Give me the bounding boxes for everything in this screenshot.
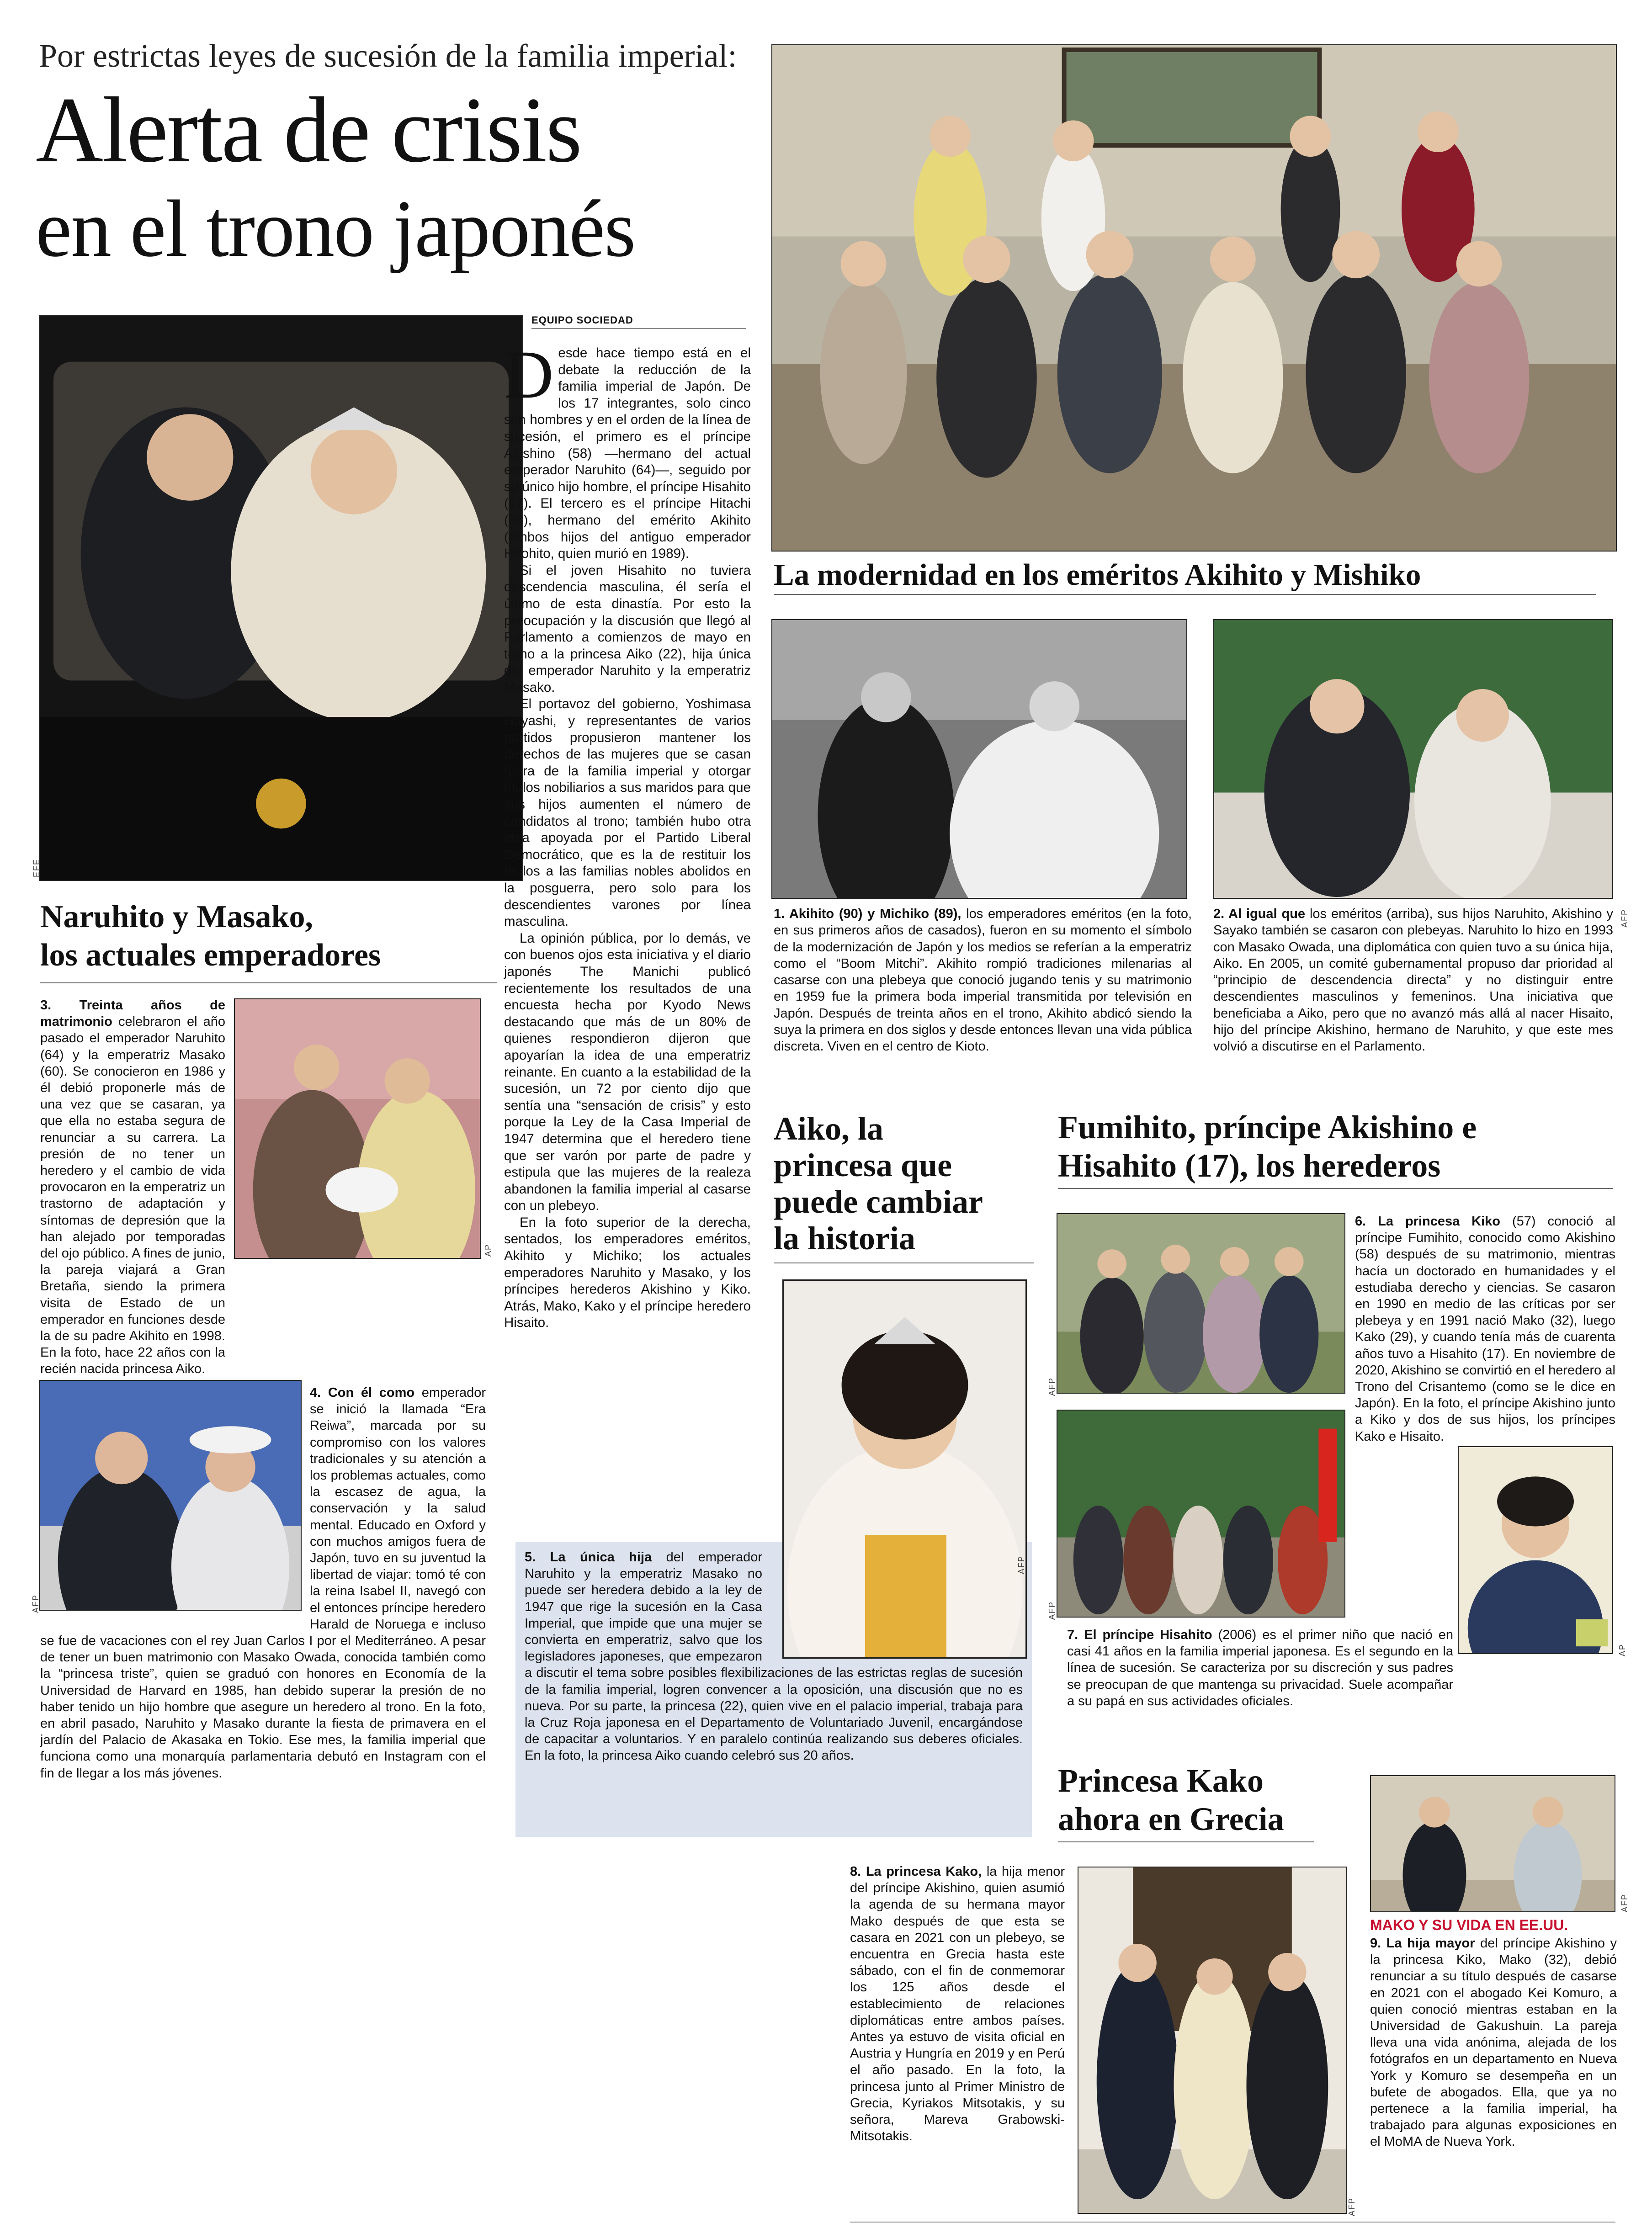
photo-akishino-family bbox=[1057, 1213, 1345, 1394]
heading-aiko: Aiko, la princesa que puede cambiar la historia bbox=[774, 1110, 983, 1257]
caption-5: 5. La única hija del emperador Naruhito y la emperatriz Masako no puede ser heredera debido a la ley de 1947 que rige la sucesión en la Casa Imperial, que impide que una mujer se convierta en emperatriz, salvo que los legisladores japoneses, que empezaron a discutir el tema sobre posibles flexibilizaciones de las estrictas reglas de sucesión de la familia imperial, logren convencer a la oposición, una discusión que no es nueva. Por su parte, la princesa (22), quien vive en el palacio imperial, trabaja para la Cruz Roja japonesa en el Departamento de Voluntariado Juvenil, encargándose de capacitar a voluntarios. Y en paralelo continúa realizando sus deberes oficiales. En la foto, la princesa Aiko cuando celebró sus 20 años. bbox=[525, 1550, 1023, 1763]
heading-emeritos: La modernidad en los eméritos Akihito y Mishiko bbox=[774, 558, 1421, 592]
caption-6: 6. La princesa Kiko (57) conoció al príncipe Fumihito, conocido como Akishino (58) después de su matrimonio, mientras hacía un doctorado en humanidades y el estudiaba derecho y ciencias. Se casaron en 1990 en medio de las críticas por ser plebeya y en 1991 nació Mako (32), luego Kako (29), y cuando tenía más de cuarenta años tuvo a Hisahito (17). En noviembre de 2020, Akishino se convirtió en el heredero al Trono del Crisantemo (como se le dice en Japón). En la foto, el príncipe Akishino junto a Kiko y dos de sus hijos, los príncipes Kako e Hisaito. bbox=[1355, 1214, 1615, 1444]
dropcap: D bbox=[504, 337, 554, 413]
main-story: Desde hace tiempo está en el debate la reducción de la familia imperial de Japón. De los 17 integrantes, solo cinco son hombres y en el orden de la línea de sucesión, el primero es el príncipe Akishino (58) —hermano del actual emperador Naruhito (64)—, seguido por su único hijo hombre, el príncipe Hisahito (17). El tercero es el príncipe Hitachi (88), hermano del emérito Akihito (ambos hijos del antiguo emperador Hirohito, quien murió en 1989). Si el joven Hisahito no tuviera descendencia masculina, él sería el último de esta dinastía. Por esto la preocupación y la discusión que llegó al Parlamento a comienzos de mayo en torno a la princesa Aiko (22), hija única del emperador Naruhito y la emperatriz Masako. El portavoz del gobierno, Yoshimasa Hayashi, y representantes de varios partidos propusieron mantener los derechos de las mujeres que se casan fuera de la familia imperial y otorgar títulos nobiliarios a sus maridos para que sus hijos aumenten el número de candidatos al trono; también hubo otra idea apoyada por el Partido Liberal Democrático, que es la de restituir los títulos a las familias nobles abolidos en la posguerra, pero solo para los descendientes varones por línea masculina. La opinión pública, por lo demás, ve con buenos ojos esta iniciativa y el diario japonés The Manichi publicó recientemente los resultados de una encuesta hecha por Kyodo News destacando que más de un 80% de quienes respondieron dijeron que apoyarían la idea de una emperatriz reinante. En cuanto a la estabilidad de la sucesión, un 72 por ciento dijo que sentía una “sensación de crisis” y esto porque la Ley de la Casa Imperial de 1947 determina que el heredero tiene que ser varón por parte de padre y estipula que las mujeres de la realeza abandonen la familia imperial al casarse con un plebeyo. En la foto superior de la derecha, sentados, los emperadores eméritos, Akihito y Michiko; los actuales emperadores Naruhito y Masako, y los príncipes herederos Akishino y Kiko. Atrás, Mako, Kako y el príncipe heredero Hisaito. bbox=[504, 337, 751, 1331]
photo-mako-komuro bbox=[1370, 1775, 1615, 1912]
photo-akishino-bhutan bbox=[1057, 1410, 1345, 1618]
photo-emeritos-balcony bbox=[1213, 619, 1613, 899]
photo-credit-afp-7: AFP bbox=[1620, 1893, 1629, 1912]
caption-2: 2. Al igual que los eméritos (arriba), sus hijos Naruhito, Akishino y Sayako también se casaron con plebeyas. Naruhito lo hizo en 1993 con Masako Owada, una diplomática con quien tuvo a su única hija, Aiko. En 2005, un comité gubernamental propuso dar prioridad al “principio de descendencia directa” y no distinguir entre descendientes masculinos y femeninos. Una iniciativa que beneficiaba a Aiko, pero que no avanzó más allá al nacer Hisaito, hijo del príncipe Akishino, hermano de Naruhito, y que este mes volvió a discutirse en el Parlamento. bbox=[1213, 907, 1613, 1054]
heading-naruhito-masako: Naruhito y Masako, los actuales emperadores bbox=[40, 899, 381, 973]
photo-credit-afp-3: AFP bbox=[1017, 1555, 1026, 1574]
photo-credit-afp-4: AFP bbox=[1047, 1377, 1057, 1396]
caption-1: 1. Akihito (90) y Michiko (89), los emperadores eméritos (en la foto, en sus primeros años de casados), fueron en su momento el símbolo de la modernización de Japón y los medios se referían a la emperatriz como el “Boom Mitchi”. Akihito rompió tradiciones milenarias al casarse con una plebeya que conoció jugando tenis y su matrimonio en 1959 fue la primera boda imperial transmitida por televisión en Japón. Después de treinta años en el trono, Akihito abdicó siendo la suya la primera en dos siglos y desde entonces llevan una vida pública discreta. Viven en el centro de Kioto. bbox=[774, 907, 1192, 1054]
photo-credit-afp-5: AFP bbox=[1047, 1601, 1057, 1620]
photo-naruhito-baby-aiko bbox=[234, 998, 481, 1259]
caption-9: 9. La hija mayor del príncipe Akishino y la princesa Kiko, Mako (32), debió renunciar a su título después de casarse en 2021 con el abogado Kei Komuro, a quien conoció mientras estaban en la Universidad de Gakushuin. La pareja lleva una vida anónima, alejada de los fotógrafos en un departamento en Nueva York y Komuro se desempeña en un bufete de abogados. Ella, que ya no pertenece a la familia imperial, ha trabajado para algunas exposiciones en el MoMA de Nueva York. bbox=[1370, 1936, 1617, 2149]
headline-line-2: en el trono japonés bbox=[36, 183, 635, 274]
caption-3: 3. Treinta años de matrimonio celebraron el año pasado el emperador Naruhito (64) y la emperatriz Masako (60). Se conocieron en 1986 y él debió proponerle más de una vez que se casaran, ya que ella no estaba segura de renunciar a su carrera. La presión de no tener un heredero y el cambio de vida provocaron en la emperatriz un trastorno de adaptación y síntomas de depresión que la han alejado por temporadas del ojo público. A fines de junio, la pareja viajará a Gran Bretaña, siendo la primera visita de Estado de un emperador en funciones desde la de su padre Akihito en 1998. En la foto, hace 22 años con la recién nacida princesa Aiko. bbox=[40, 998, 225, 1377]
heading-kako: Princesa Kako ahora en Grecia bbox=[1058, 1762, 1284, 1837]
photo-credit-efe: EFE bbox=[32, 858, 41, 877]
heading-herederos: Fumihito, príncipe Akishino e Hisahito (17), los herederos bbox=[1058, 1109, 1477, 1184]
photo-credit-afp-1: AFP bbox=[1620, 908, 1629, 928]
photo-credit-ap-2: AP bbox=[1618, 1643, 1627, 1656]
photo-credit-ap-1: AP bbox=[483, 1243, 493, 1257]
mako-kicker: MAKO Y SU VIDA EN EE.UU. bbox=[1370, 1917, 1568, 1933]
photo-emperors-car bbox=[39, 315, 523, 881]
photo-imperial-family bbox=[771, 44, 1617, 552]
photo-credit-afp-6: AFP bbox=[1347, 2197, 1356, 2216]
photo-akihito-michiko-wedding bbox=[771, 619, 1187, 899]
kicker: Por estrictas leyes de sucesión de la familia imperial: bbox=[39, 37, 737, 74]
caption-7: 7. El príncipe Hisahito (2006) es el primer niño que nació en casi 41 años en la familia imperial japonesa. Es el segundo en la línea de sucesión. Se caracteriza por su discreción y sus padres se preocupan de que mantenga su privacidad. Suele acompañar a su papá en sus actividades oficiales. bbox=[1067, 1628, 1453, 1708]
caption-8: 8. La princesa Kako, la hija menor del príncipe Akishino, quien asumió la agenda de su hermana mayor Mako después de que esta se casara en 2021 con un plebeyo, se encuentra en Grecia hasta este sábado, con el fin de conmemorar los 125 años desde el establecimiento de relaciones diplomáticas entre ambos países. Antes ya estuvo de visita oficial en Austria y Hungría en 2019 y en Perú el año pasado. En la foto, la princesa junto al Primer Ministro de Grecia, Kyriakos Mitsotakis, y su señora, Mareva Grabowski-Mitsotakis. bbox=[850, 1864, 1065, 2144]
caption-4: 4. Con él como emperador se inició la llamada “Era Reiwa”, marcada por su compromiso con los valores tradicionales y su atención a los problemas actuales, como la escasez de agua, la conservación y la salud mental. Educado en Oxford y con muchos amigos fuera de Japón, tuvo en su juventud la libertad de viajar: tomó té con la reina Isabel II, navegó con el entonces príncipe heredero Harald de Noruega e incluso se fue de vacaciones con el rey Juan Carlos I por el Mediterráneo. A pesar de tener un buen matrimonio con Masako Owada, conocida también como la “princesa triste”, quien se graduó con honores en Economía de la Universidad de Harvard en 1985, han debido superar la presión de no haber tenido un hijo hombre que asegure un heredero al trono. En la foto, en abril pasado, Naruhito y Masako durante la fiesta de primavera en el jardín del Palacio de Akasaka en Tokio. Ese mes, la familia imperial que funciona como una monarquía parlamentaria debutó en Instagram con el fin de llegar a los más jóvenes. bbox=[40, 1385, 486, 1781]
photo-credit-afp-2: AFP bbox=[31, 1594, 40, 1613]
photo-prince-hisahito bbox=[1458, 1446, 1613, 1654]
headline-line-1: Alerta de crisis bbox=[36, 78, 581, 182]
byline: EQUIPO SOCIEDAD bbox=[531, 314, 633, 326]
